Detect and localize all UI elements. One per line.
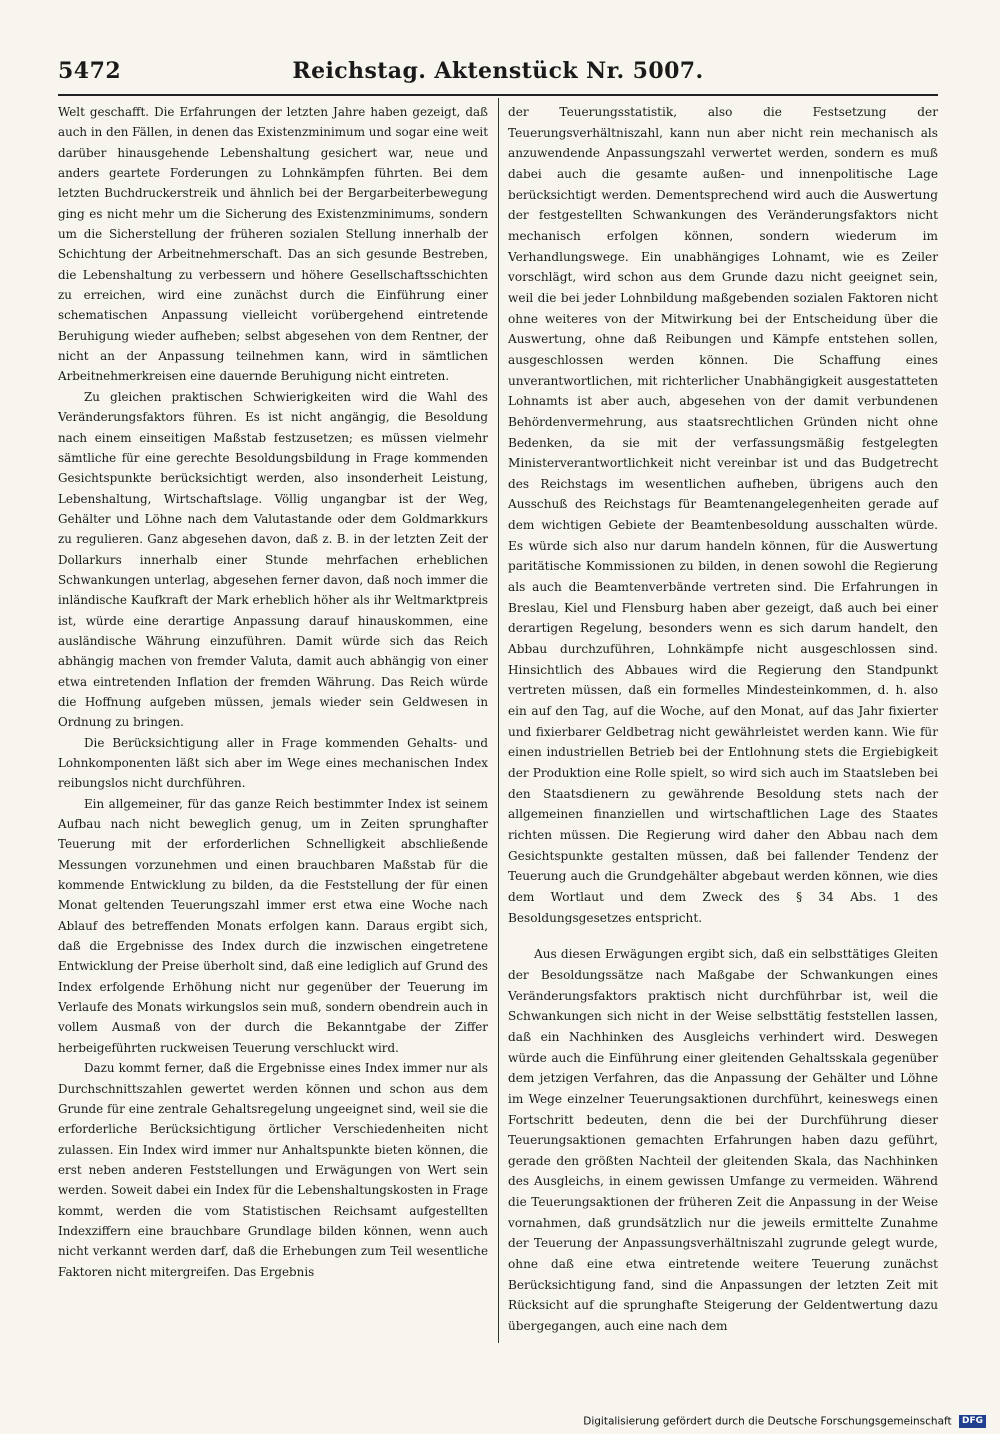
document-page	[58, 58, 938, 1348]
page-title: Reichstag. Aktenstück Nr. 5007.	[292, 58, 704, 84]
paragraph: Die Berücksichtigung aller in Frage kommenden Gehalts- und Lohnkomponenten läßt sich aber im Wege eines mechanischen Index reibungslos nicht durchführen.	[58, 735, 488, 791]
paragraph: der Teuerungsstatistik, also die Festsetzung der Teuerungsverhältniszahl, kann nun aber nicht rein mechanisch als anzuwendende Anpassungszahl verwertet werden, sondern es muß dabei auch die gesamte außen- und innenpolitische Lage berücksichtigt werden. Dementsprechend wird auch die Auswertung der festgestellten Schwankungen des Veränderungsfaktors nicht mechanisch erfolgen können, sondern wiederum im Verhandlungswege. Ein unabhängiges Lohnamt, wie es Zeiler vorschlägt, wird schon aus dem Grunde dazu nicht geeignet sein, weil die bei jeder Lohnbildung maßgebenden sozialen Faktoren nicht ohne weiteres von der Mitwirkung bei der Entscheidung über die Auswertung, ohne daß Reibungen und Kämpfe entstehen sollen, ausgeschlossen werden können. Die Schaffung eines unverantwortlichen, mit richterlicher Unabhängigkeit ausgestatteten Lohnamts ist aber auch, abgesehen von der damit verbundenen Behördenvermehrung, aus staatsrechtlichen Gründen nicht ohne Bedenken, da sie mit der verfassungsmäßig festgelegten Ministerverantwortlichkeit nicht vereinbar ist und das Budgetrecht des Reichstags im wesentlichen aufheben, übrigens auch den Ausschuß des Reichstags für Beamtenangelegenheiten gerade auf dem wichtigen Gebiete der Beamtenbesoldung ausschalten würde. Es würde sich also nur darum handeln können, für die Auswertung paritätische Kommissionen zu bilden, in denen sowohl die Regierung als auch die Beamtenverbände vertreten sind. Die Erfahrungen in Breslau, Kiel und Flensburg haben aber gezeigt, daß auch bei einer derartigen Regelung, besonders wenn es sich darum handelt, den Abbau durchzuführen, Lohnkämpfe nicht ausgeschlossen sind. Hinsichtlich des Abbaues wird die Regierung den Standpunkt vertreten müssen, daß ein formelles Mindesteinkommen, d. h. also ein auf den Tag, auf die Woche, auf den Monat, auf das Jahr fixierter und fixierbarer Geldbetrag nicht gewährleistet werden kann. Wie für einen industriellen Betrieb bei der Entlohnung stets die Ergiebigkeit der Produktion eine Rolle spielt, so wird sich auch im Staatsleben bei den Staatsdienern zu gewährende Besoldung stets nach der allgemeinen finanziellen und wirtschaftlichen Lage des Staates richten müssen. Die Regierung wird daher den Abbau nach dem Gesichtspunkte gestalten müssen, daß bei fallender Tendenz der Teuerung auch die Grundgehälter abgebaut werden können, wie dies dem Wortlaut und dem Zweck des § 34 Abs. 1 des Besoldungsgesetzes entspricht.	[508, 105, 938, 925]
page-number: 5472	[58, 58, 122, 84]
dfg-logo: DFG	[959, 1415, 986, 1428]
paragraph: Aus diesen Erwägungen ergibt sich, daß ein selbsttätiges Gleiten der Besoldungssätze nach Maßgabe der Schwankungen eines Veränderungsfaktors praktisch nicht durchführbar ist, weil die Schwankungen sich nicht in der Weise selbsttätig feststellen lassen, daß ein Nachhinken des Ausgleichs verhindert wird. Deswegen würde auch die Einführung einer gleitenden Gehaltsskala gegenüber dem jetzigen Verfahren, das die Anpassung der Gehälter und Löhne im Wege einzelner Teuerungsaktionen durchführt, keineswegs einen Fortschritt bedeuten, denn die bei der Durchführung dieser Teuerungsaktionen gemachten Erfahrungen haben dazu geführt, gerade den größten Nachteil der gleitenden Skala, das Nachhinken des Ausgleichs, in einem gewissen Umfange zu vermeiden. Während die Teuerungsaktionen der früheren Zeit die Anpassung in der Weise vornahmen, daß grundsätzlich nur die jeweils ermittelte Zunahme der Teuerung der Anpassungsverhältniszahl zugrunde gelegt wurde, ohne daß eine etwa eintretende weitere Teuerung zunächst Berücksichtigung fand, sind die Anpassungen der letzten Zeit mit Rücksicht auf die sprunghafte Steigerung der Geldentwertung dazu übergegangen, auch eine nach dem	[508, 947, 938, 1334]
credit-text: Digitalisierung gefördert durch die Deutsche Forschungsgemeinschaft	[583, 1415, 952, 1428]
paragraph: Welt geschafft. Die Erfahrungen der letzten Jahre haben gezeigt, daß auch in den Fällen, in denen das Existenzminimum und sogar eine weit darüber hinausgehende Lebenshaltung gesichert war, neue und anders geartete Forderungen zu Lohnkämpfen führten. Bei dem letzten Buchdruckerstreik und ähnlich bei der Bergarbeiterbewegung ging es nicht mehr um die Sicherung des Existenzminimums, sondern um die Sicherstellung der früheren sozialen Stellung innerhalb der Schichtung der Arbeitnehmerschaft. Das an sich gesunde Bestreben, die Lebenshaltung zu verbessern und höhere Gesellschaftsschichten zu erreichen, wird eine zunächst durch die Einführung einer schematischen Anpassung vielleicht vorübergehend eintretende Beruhigung wieder aufheben; selbst abgesehen von dem Rentner, der nicht an der Anpassung teilnehmen kann, wird in sämtlichen Arbeitnehmerkreisen eine dauernde Beruhigung nicht eintreten.	[58, 105, 488, 384]
paragraph: Dazu kommt ferner, daß die Ergebnisse eines Index immer nur als Durchschnittszahlen gewertet werden können und schon aus dem Grunde für eine zentrale Gehaltsregelung ungeeignet sind, weil sie die erforderliche Berücksichtigung örtlicher Verschiedenheiten nicht zulassen. Ein Index wird immer nur Anhaltspunkte bieten können, die erst neben anderen Feststellungen und Erwägungen von Wert sein werden. Soweit dabei ein Index für die Lebenshaltungskosten in Frage kommt, werden die vom Statistischen Reichsamt aufgestellten Indexziffern eine brauchbare Grundlage bilden können, wenn auch nicht verkannt werden darf, daß die Erhebungen zum Teil wesentliche Faktoren nicht mitergreifen. Das Ergebnis	[58, 1061, 488, 1279]
paragraph: Zu gleichen praktischen Schwierigkeiten wird die Wahl des Veränderungsfaktors führen. Es ist nicht angängig, die Besoldung nach einem einseitigen Maßstab festzusetzen; es müssen vielmehr sämtliche für eine gerechte Besoldungsbildung in Frage kommenden Gesichtspunkte berücksichtigt werden, also insonderheit Leistung, Lebenshaltung, Wirtschaftslage. Völlig ungangbar ist der Weg, Gehälter und Löhne nach dem Valutastande oder dem Goldmarkkurs zu regulieren. Ganz abgesehen davon, daß z. B. in der letzten Zeit der Dollarkurs innerhalb einer Stunde mehrfachen erheblichen Schwankungen unterlag, abgesehen ferner davon, daß noch immer die inländische Kaufkraft der Mark erheblich höher als ihr Weltmarktpreis ist, würde eine derartige Anpassung darauf hinauskommen, eine ausländische Währung einzuführen. Damit würde sich das Reich abhängig machen von fremder Valuta, damit auch abhängig von einer etwa eintretenden Inflation der fremden Währung. Das Reich würde die Hoffnung aufgeben müssen, jemals wieder sein Geldwesen in Ordnung zu bringen.	[58, 389, 488, 730]
footer-credit	[583, 1415, 986, 1428]
column-divider	[498, 98, 499, 1343]
right-column	[508, 102, 938, 1337]
left-column	[58, 102, 488, 1282]
paragraph: Ein allgemeiner, für das ganze Reich bestimmter Index ist seinem Aufbau nach nicht beweglich genug, um in Zeiten sprunghafter Teuerung mit der erforderlichen Schnelligkeit abschließende Messungen vorzunehmen und einen brauchbaren Maßstab für die kommende Entwicklung zu bilden, da die Feststellung der für einen Monat geltenden Teuerungszahl immer erst etwa eine Woche nach Ablauf des betreffenden Monats erfolgen kann. Daraus ergibt sich, daß die Ergebnisse des Index durch die inzwischen eingetretene Entwicklung der Preise überholt sind, daß eine lediglich auf Grund des Index erfolgende Erhöhung nicht nur gegenüber der Teuerung im Verlaufe des Monats wirkungslos sein muß, sondern obendrein auch in vollem Ausmaß von der durch die Bekanntgabe der Ziffer herbeigeführten ruckweisen Teuerung verschluckt wird.	[58, 796, 488, 1055]
page-header	[58, 58, 938, 96]
